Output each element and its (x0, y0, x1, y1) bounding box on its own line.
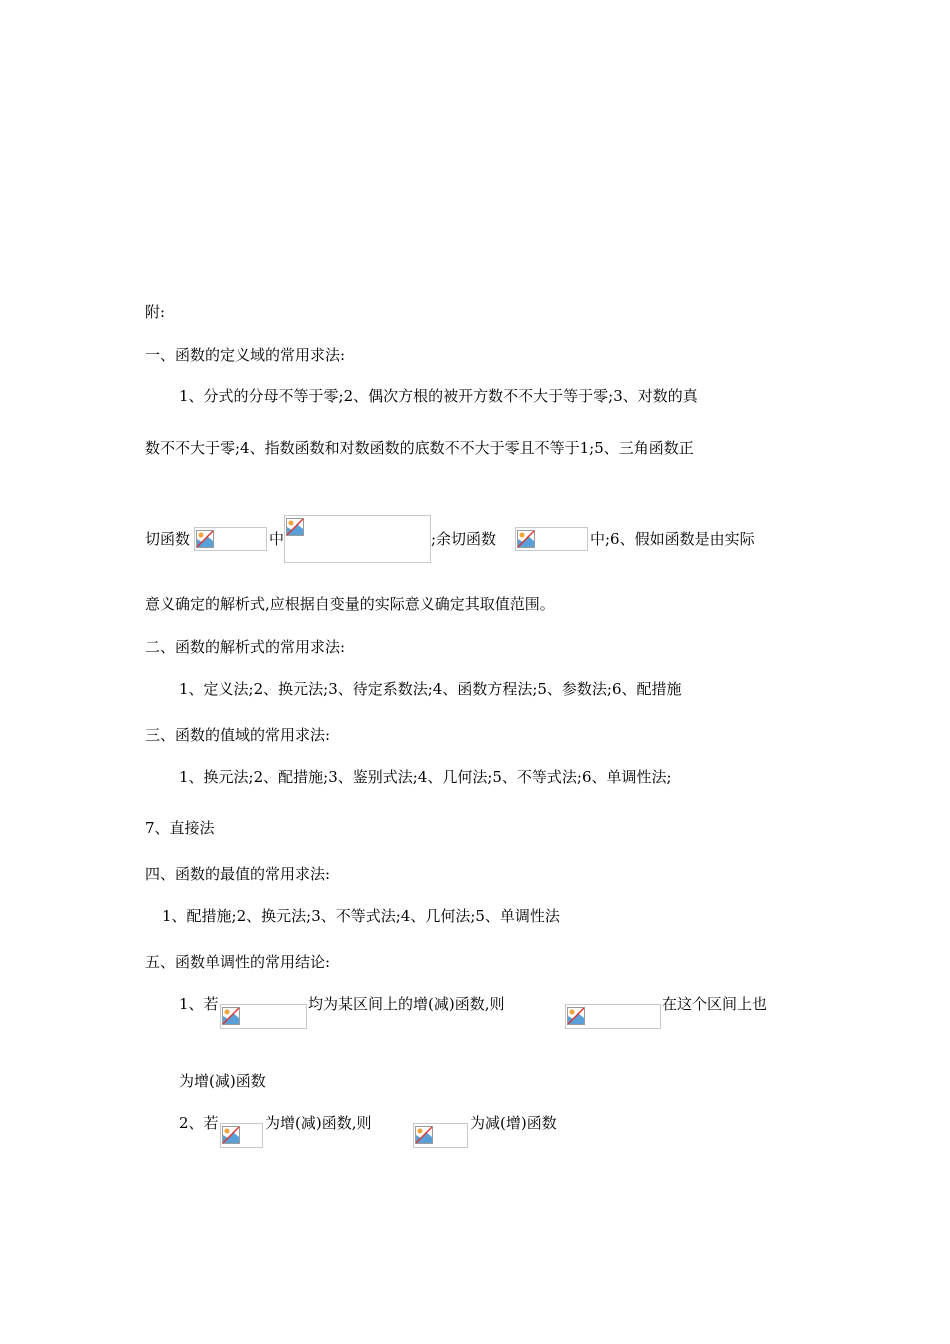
section-5-item-2b: 为增(减)函数,则 (265, 1114, 372, 1132)
broken-image-icon (286, 518, 304, 536)
broken-image-icon (196, 530, 214, 548)
formula-image-fplusg (565, 1004, 661, 1029)
section-1-line-3c: ;余切函数 (431, 530, 497, 548)
section-3-heading: 三、函数的值域的常用求法: (145, 726, 331, 744)
section-3-line-2: 7、直接法 (145, 819, 215, 837)
formula-image-neg-f (413, 1123, 468, 1148)
formula-image-tan (194, 527, 267, 551)
section-2-line-1: 1、定义法;2、换元法;3、待定系数法;4、函数方程法;5、参数法;6、配措施 (179, 680, 682, 698)
section-5-item-1a: 1、若 (179, 995, 219, 1013)
section-5-item-1c: 在这个区间上也 (662, 995, 768, 1013)
section-3-line-1: 1、换元法;2、配措施;3、鉴别式法;4、几何法;5、不等式法;6、单调性法; (179, 768, 672, 786)
formula-image-fg (220, 1004, 307, 1029)
section-5-item-2a: 2、若 (179, 1114, 219, 1132)
section-1-line-3b: 中 (269, 530, 285, 548)
section-4-heading: 四、函数的最值的常用求法: (145, 865, 331, 883)
section-1-line-3d: 中;6、假如函数是由实际 (590, 530, 755, 548)
broken-image-icon (222, 1007, 240, 1025)
section-1-line-2: 数不不大于零;4、指数函数和对数函数的底数不不大于零且不等于1;5、三角函数正 (145, 439, 694, 457)
section-5-item-1b: 均为某区间上的增(减)函数,则 (308, 995, 505, 1013)
broken-image-icon (567, 1007, 585, 1025)
formula-image-tan-domain (284, 515, 431, 563)
appendix-label: 附: (145, 303, 166, 321)
section-5-item-2c: 为减(增)函数 (470, 1114, 557, 1132)
formula-image-cot (515, 527, 588, 551)
formula-image-f (220, 1123, 263, 1148)
broken-image-icon (415, 1126, 433, 1144)
section-1-heading: 一、函数的定义域的常用求法: (145, 346, 346, 364)
section-5-heading: 五、函数单调性的常用结论: (145, 953, 331, 971)
section-1-line-1: 1、分式的分母不等于零;2、偶次方根的被开方数不不大于等于零;3、对数的真 (179, 387, 698, 405)
section-5-item-1d: 为增(减)函数 (179, 1072, 266, 1090)
section-2-heading: 二、函数的解析式的常用求法: (145, 638, 346, 656)
broken-image-icon (517, 530, 535, 548)
section-4-line-1: 1、配措施;2、换元法;3、不等式法;4、几何法;5、单调性法 (162, 907, 560, 925)
section-1-line-3a: 切函数 (145, 530, 191, 548)
section-1-line-4: 意义确定的解析式,应根据自变量的实际意义确定其取值范围。 (145, 595, 555, 613)
broken-image-icon (222, 1126, 240, 1144)
